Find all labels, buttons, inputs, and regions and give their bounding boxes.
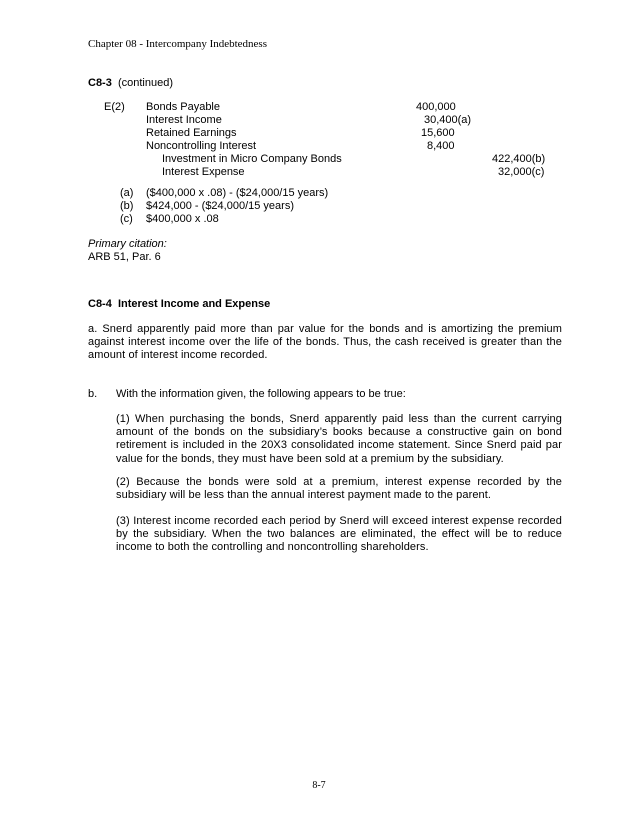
- note-text-a: ($400,000 x .08) - ($24,000/15 years): [146, 187, 329, 199]
- c84-part-b-intro: With the information given, the following appears to be true:: [116, 388, 406, 400]
- note-label-c: (c): [120, 213, 133, 225]
- note-text-b: $424,000 - ($24,000/15 years): [146, 200, 294, 212]
- entry-label: E(2): [104, 101, 125, 113]
- note-text-c: $400,000 x .08: [146, 213, 219, 225]
- entry-debit-1: 400,000: [416, 101, 456, 113]
- chapter-header: Chapter 08 - Intercompany Indebtedness: [88, 38, 267, 50]
- c84-id: C8-4: [88, 298, 112, 310]
- note-label-b: (b): [120, 200, 134, 212]
- entry-debit-3: 15,600: [421, 127, 455, 139]
- entry-credit-5: 422,400(b): [492, 153, 546, 165]
- entry-credit-6: 32,000(c): [498, 166, 545, 178]
- c83-heading: [88, 77, 173, 90]
- c84-heading: [88, 298, 270, 311]
- c84-part-b-label: b.: [88, 388, 98, 400]
- page-number: 8-7: [312, 780, 326, 791]
- citation-label: Primary citation:: [88, 238, 167, 250]
- entry-account-6: Interest Expense: [162, 166, 245, 178]
- entry-debit-2: 30,400(a): [424, 114, 472, 126]
- c84-title: Interest Income and Expense: [117, 298, 271, 310]
- c84-point-2: (2) Because the bonds were sold at a premium, interest expense recorded by the subsidiary will be less than the annual interest payment made to the parent.: [116, 476, 562, 502]
- c84-part-a: a. Snerd apparently paid more than par value for the bonds and is amortizing the premium against interest income over the life of the bonds. Thus, the cash received is greater than the amount of interest income recorded.: [88, 323, 562, 362]
- entry-account-4: Noncontrolling Interest: [146, 140, 257, 152]
- c83-id: C8-3: [88, 77, 112, 89]
- entry-account-3: Retained Earnings: [146, 127, 237, 139]
- note-label-a: (a): [120, 187, 134, 199]
- entry-debit-4: 8,400: [427, 140, 455, 152]
- c84-point-3: (3) Interest income recorded each period by Snerd will exceed interest expense recorded by the subsidiary. When the two balances are eliminated, the effect will be to reduce income to both the controlling and noncontrolling shareholders.: [116, 515, 562, 554]
- c84-point-1: (1) When purchasing the bonds, Snerd apparently paid less than the current carrying amount of the bonds on the subsidiary’s books because a constructive gain on bond retirement is included in the 20X3 consolidated income statement. Since Snerd paid par value for the bonds, they must have been sold at a premium by the subsidiary.: [116, 413, 562, 465]
- c83-continued: (continued): [117, 77, 174, 89]
- citation: ARB 51, Par. 6: [88, 251, 161, 263]
- entry-account-5: Investment in Micro Company Bonds: [162, 153, 342, 165]
- entry-account-1: Bonds Payable: [146, 101, 220, 113]
- entry-account-2: Interest Income: [146, 114, 222, 126]
